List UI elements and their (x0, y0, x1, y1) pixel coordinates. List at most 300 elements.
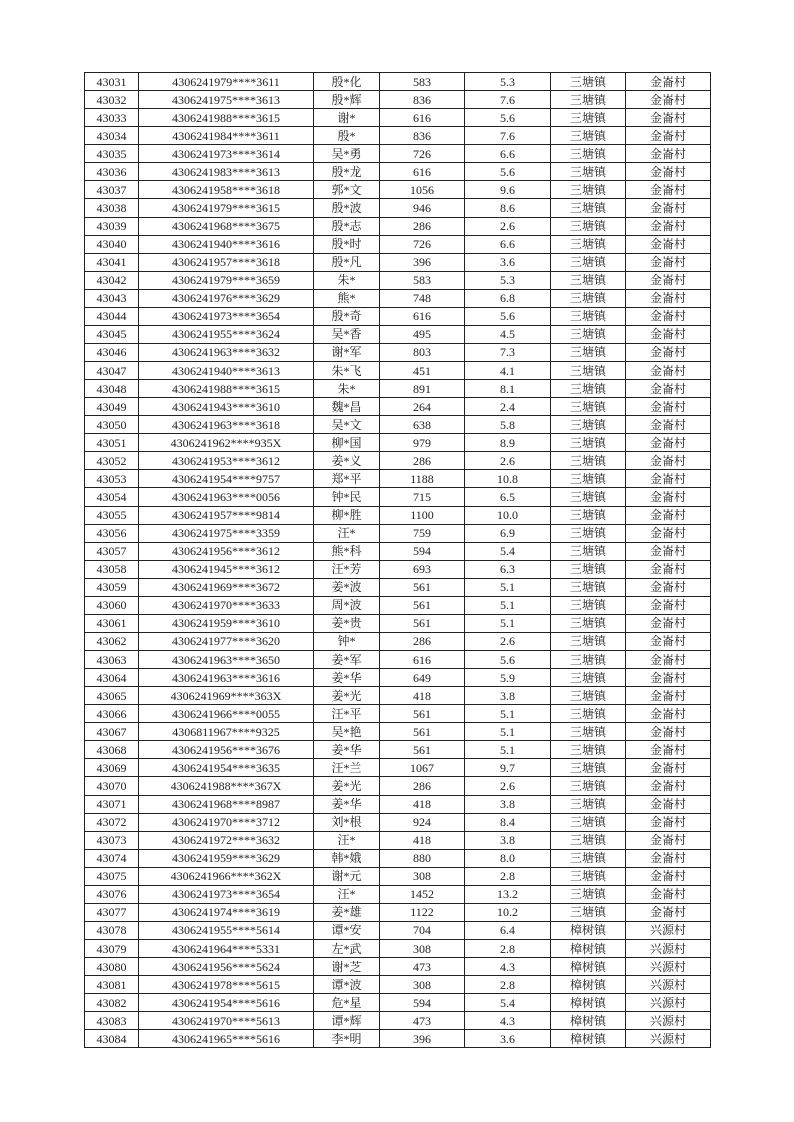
row-number-cell: 43045 (85, 325, 139, 343)
table-row (85, 488, 711, 506)
row-number-cell: 43047 (85, 362, 139, 380)
table-row (85, 253, 711, 271)
value-cell: 2.6 (465, 632, 551, 650)
value-cell: 9.6 (465, 181, 551, 199)
value-cell: 10.8 (465, 470, 551, 488)
town-cell: 三塘镇 (551, 687, 626, 705)
person-name-cell: 熊* (314, 289, 380, 307)
table-row (85, 325, 711, 343)
village-cell: 金崙村 (626, 849, 711, 867)
person-name-cell: 汪* (314, 885, 380, 903)
village-cell: 金崙村 (626, 560, 711, 578)
row-number-cell: 43084 (85, 1030, 139, 1048)
row-number-cell: 43069 (85, 759, 139, 777)
id-number-cell: 4306241984****3611 (139, 127, 314, 145)
row-number-cell: 43063 (85, 651, 139, 669)
row-number-cell: 43044 (85, 307, 139, 325)
id-number-cell: 4306241954****9757 (139, 470, 314, 488)
village-cell: 兴源村 (626, 940, 711, 958)
amount-cell: 616 (380, 651, 465, 669)
village-cell: 金崙村 (626, 596, 711, 614)
town-cell: 三塘镇 (551, 849, 626, 867)
person-name-cell: 左*武 (314, 940, 380, 958)
amount-cell: 286 (380, 777, 465, 795)
table-row (85, 1012, 711, 1030)
value-cell: 3.8 (465, 795, 551, 813)
value-cell: 4.5 (465, 325, 551, 343)
row-number-cell: 43064 (85, 669, 139, 687)
value-cell: 7.6 (465, 127, 551, 145)
town-cell: 三塘镇 (551, 380, 626, 398)
value-cell: 5.3 (465, 271, 551, 289)
row-number-cell: 43040 (85, 235, 139, 253)
person-name-cell: 魏*昌 (314, 398, 380, 416)
id-number-cell: 4306241955****3624 (139, 325, 314, 343)
row-number-cell: 43067 (85, 723, 139, 741)
town-cell: 三塘镇 (551, 452, 626, 470)
id-number-cell: 4306241970****3712 (139, 813, 314, 831)
person-name-cell: 谢*芝 (314, 958, 380, 976)
value-cell: 10.0 (465, 506, 551, 524)
amount-cell: 836 (380, 91, 465, 109)
town-cell: 三塘镇 (551, 217, 626, 235)
village-cell: 金崙村 (626, 416, 711, 434)
amount-cell: 583 (380, 73, 465, 91)
town-cell: 三塘镇 (551, 109, 626, 127)
table-row (85, 145, 711, 163)
row-number-cell: 43050 (85, 416, 139, 434)
table-row (85, 903, 711, 921)
id-number-cell: 4306241965****5616 (139, 1030, 314, 1048)
table-row (85, 163, 711, 181)
value-cell: 5.1 (465, 596, 551, 614)
id-number-cell: 4306241972****3632 (139, 831, 314, 849)
amount-cell: 594 (380, 542, 465, 560)
person-name-cell: 吴*艳 (314, 723, 380, 741)
table-row (85, 109, 711, 127)
table-row (85, 398, 711, 416)
table-row (85, 921, 711, 939)
amount-cell: 583 (380, 271, 465, 289)
village-cell: 金崙村 (626, 362, 711, 380)
person-name-cell: 姜*华 (314, 741, 380, 759)
amount-cell: 561 (380, 723, 465, 741)
table-row (85, 452, 711, 470)
town-cell: 三塘镇 (551, 416, 626, 434)
table-row (85, 813, 711, 831)
amount-cell: 693 (380, 560, 465, 578)
town-cell: 三塘镇 (551, 614, 626, 632)
amount-cell: 264 (380, 398, 465, 416)
person-name-cell: 姜*华 (314, 669, 380, 687)
value-cell: 7.3 (465, 343, 551, 361)
town-cell: 三塘镇 (551, 307, 626, 325)
town-cell: 樟树镇 (551, 976, 626, 994)
town-cell: 三塘镇 (551, 73, 626, 91)
amount-cell: 726 (380, 235, 465, 253)
amount-cell: 1067 (380, 759, 465, 777)
town-cell: 三塘镇 (551, 199, 626, 217)
value-cell: 10.2 (465, 903, 551, 921)
town-cell: 三塘镇 (551, 542, 626, 560)
town-cell: 三塘镇 (551, 325, 626, 343)
table-row (85, 73, 711, 91)
person-name-cell: 殷*化 (314, 73, 380, 91)
row-number-cell: 43052 (85, 452, 139, 470)
value-cell: 5.6 (465, 163, 551, 181)
amount-cell: 286 (380, 452, 465, 470)
amount-cell: 1100 (380, 506, 465, 524)
id-number-cell: 4306241964****5331 (139, 940, 314, 958)
value-cell: 6.6 (465, 145, 551, 163)
id-number-cell: 4306241988****3615 (139, 380, 314, 398)
table-row (85, 181, 711, 199)
row-number-cell: 43046 (85, 343, 139, 361)
person-name-cell: 李*明 (314, 1030, 380, 1048)
row-number-cell: 43065 (85, 687, 139, 705)
row-number-cell: 43049 (85, 398, 139, 416)
row-number-cell: 43039 (85, 217, 139, 235)
value-cell: 3.6 (465, 1030, 551, 1048)
town-cell: 三塘镇 (551, 271, 626, 289)
village-cell: 金崙村 (626, 867, 711, 885)
row-number-cell: 43034 (85, 127, 139, 145)
person-name-cell: 柳*胜 (314, 506, 380, 524)
id-number-cell: 4306241945****3612 (139, 560, 314, 578)
person-name-cell: 姜*义 (314, 452, 380, 470)
town-cell: 三塘镇 (551, 759, 626, 777)
id-number-cell: 4306241979****3615 (139, 199, 314, 217)
id-number-cell: 4306241962****935X (139, 434, 314, 452)
amount-cell: 946 (380, 199, 465, 217)
value-cell: 8.1 (465, 380, 551, 398)
table-row (85, 976, 711, 994)
id-number-cell: 4306241959****3629 (139, 849, 314, 867)
amount-cell: 616 (380, 109, 465, 127)
amount-cell: 638 (380, 416, 465, 434)
id-number-cell: 4306241955****5614 (139, 921, 314, 939)
town-cell: 三塘镇 (551, 235, 626, 253)
person-name-cell: 殷*凡 (314, 253, 380, 271)
value-cell: 3.8 (465, 687, 551, 705)
value-cell: 5.1 (465, 614, 551, 632)
row-number-cell: 43080 (85, 958, 139, 976)
person-name-cell: 殷*龙 (314, 163, 380, 181)
village-cell: 金崙村 (626, 325, 711, 343)
village-cell: 金崙村 (626, 885, 711, 903)
table-body (85, 73, 711, 1048)
person-name-cell: 姜*波 (314, 578, 380, 596)
value-cell: 2.8 (465, 940, 551, 958)
person-name-cell: 姜*华 (314, 795, 380, 813)
value-cell: 8.0 (465, 849, 551, 867)
row-number-cell: 43041 (85, 253, 139, 271)
village-cell: 金崙村 (626, 271, 711, 289)
person-name-cell: 朱*飞 (314, 362, 380, 380)
town-cell: 三塘镇 (551, 578, 626, 596)
row-number-cell: 43058 (85, 560, 139, 578)
amount-cell: 1056 (380, 181, 465, 199)
table-row (85, 217, 711, 235)
row-number-cell: 43062 (85, 632, 139, 650)
person-name-cell: 吴*文 (314, 416, 380, 434)
person-name-cell: 谭*安 (314, 921, 380, 939)
village-cell: 金崙村 (626, 524, 711, 542)
table-row (85, 741, 711, 759)
town-cell: 樟树镇 (551, 994, 626, 1012)
amount-cell: 561 (380, 596, 465, 614)
row-number-cell: 43035 (85, 145, 139, 163)
amount-cell: 748 (380, 289, 465, 307)
amount-cell: 286 (380, 632, 465, 650)
person-name-cell: 危*星 (314, 994, 380, 1012)
table-row (85, 723, 711, 741)
amount-cell: 308 (380, 940, 465, 958)
row-number-cell: 43057 (85, 542, 139, 560)
id-number-cell: 4306241963****3618 (139, 416, 314, 434)
town-cell: 三塘镇 (551, 867, 626, 885)
amount-cell: 759 (380, 524, 465, 542)
value-cell: 6.9 (465, 524, 551, 542)
row-number-cell: 43037 (85, 181, 139, 199)
village-cell: 金崙村 (626, 307, 711, 325)
id-number-cell: 4306241963****0056 (139, 488, 314, 506)
person-name-cell: 郑*平 (314, 470, 380, 488)
table-row (85, 777, 711, 795)
table-row (85, 127, 711, 145)
value-cell: 6.8 (465, 289, 551, 307)
amount-cell: 1452 (380, 885, 465, 903)
id-number-cell: 4306241956****3676 (139, 741, 314, 759)
town-cell: 三塘镇 (551, 181, 626, 199)
village-cell: 兴源村 (626, 1012, 711, 1030)
id-number-cell: 4306241956****5624 (139, 958, 314, 976)
id-number-cell: 4306241973****3654 (139, 885, 314, 903)
village-cell: 兴源村 (626, 1030, 711, 1048)
table-row (85, 542, 711, 560)
id-number-cell: 4306241974****3619 (139, 903, 314, 921)
village-cell: 金崙村 (626, 217, 711, 235)
value-cell: 4.1 (465, 362, 551, 380)
id-number-cell: 4306241963****3650 (139, 651, 314, 669)
person-name-cell: 殷*时 (314, 235, 380, 253)
amount-cell: 715 (380, 488, 465, 506)
village-cell: 兴源村 (626, 921, 711, 939)
table-row (85, 940, 711, 958)
row-number-cell: 43036 (85, 163, 139, 181)
town-cell: 三塘镇 (551, 163, 626, 181)
table-row (85, 651, 711, 669)
value-cell: 6.3 (465, 560, 551, 578)
town-cell: 三塘镇 (551, 795, 626, 813)
id-number-cell: 4306241954****3635 (139, 759, 314, 777)
id-number-cell: 4306241954****5616 (139, 994, 314, 1012)
table-row (85, 759, 711, 777)
person-name-cell: 姜*雄 (314, 903, 380, 921)
village-cell: 金崙村 (626, 759, 711, 777)
row-number-cell: 43032 (85, 91, 139, 109)
town-cell: 三塘镇 (551, 470, 626, 488)
town-cell: 樟树镇 (551, 1012, 626, 1030)
id-number-cell: 4306241943****3610 (139, 398, 314, 416)
person-name-cell: 谢*军 (314, 343, 380, 361)
amount-cell: 308 (380, 867, 465, 885)
village-cell: 金崙村 (626, 470, 711, 488)
person-name-cell: 殷* (314, 127, 380, 145)
village-cell: 金崙村 (626, 723, 711, 741)
village-cell: 兴源村 (626, 994, 711, 1012)
value-cell: 5.9 (465, 669, 551, 687)
amount-cell: 979 (380, 434, 465, 452)
row-number-cell: 43081 (85, 976, 139, 994)
amount-cell: 704 (380, 921, 465, 939)
person-name-cell: 殷*奇 (314, 307, 380, 325)
village-cell: 金崙村 (626, 669, 711, 687)
table-row (85, 795, 711, 813)
value-cell: 5.1 (465, 578, 551, 596)
town-cell: 樟树镇 (551, 958, 626, 976)
town-cell: 三塘镇 (551, 127, 626, 145)
row-number-cell: 43042 (85, 271, 139, 289)
town-cell: 三塘镇 (551, 488, 626, 506)
village-cell: 金崙村 (626, 91, 711, 109)
value-cell: 5.1 (465, 723, 551, 741)
value-cell: 2.6 (465, 452, 551, 470)
id-number-cell: 4306241953****3612 (139, 452, 314, 470)
table-row (85, 578, 711, 596)
person-name-cell: 谭*波 (314, 976, 380, 994)
row-number-cell: 43055 (85, 506, 139, 524)
row-number-cell: 43033 (85, 109, 139, 127)
town-cell: 三塘镇 (551, 723, 626, 741)
village-cell: 金崙村 (626, 181, 711, 199)
amount-cell: 561 (380, 741, 465, 759)
id-number-cell: 4306241978****5615 (139, 976, 314, 994)
village-cell: 金崙村 (626, 614, 711, 632)
value-cell: 2.8 (465, 867, 551, 885)
id-number-cell: 4306241958****3618 (139, 181, 314, 199)
row-number-cell: 43079 (85, 940, 139, 958)
village-cell: 金崙村 (626, 163, 711, 181)
row-number-cell: 43043 (85, 289, 139, 307)
id-number-cell: 4306241940****3613 (139, 362, 314, 380)
village-cell: 金崙村 (626, 741, 711, 759)
row-number-cell: 43048 (85, 380, 139, 398)
person-name-cell: 姜*贵 (314, 614, 380, 632)
value-cell: 3.8 (465, 831, 551, 849)
id-number-cell: 4306241975****3359 (139, 524, 314, 542)
value-cell: 4.3 (465, 958, 551, 976)
table-row (85, 958, 711, 976)
id-number-cell: 4306241975****3613 (139, 91, 314, 109)
value-cell: 7.6 (465, 91, 551, 109)
amount-cell: 880 (380, 849, 465, 867)
town-cell: 三塘镇 (551, 885, 626, 903)
value-cell: 2.4 (465, 398, 551, 416)
town-cell: 三塘镇 (551, 362, 626, 380)
id-number-cell: 4306241968****3675 (139, 217, 314, 235)
amount-cell: 616 (380, 307, 465, 325)
town-cell: 三塘镇 (551, 632, 626, 650)
value-cell: 2.6 (465, 217, 551, 235)
town-cell: 樟树镇 (551, 940, 626, 958)
row-number-cell: 43053 (85, 470, 139, 488)
value-cell: 5.1 (465, 741, 551, 759)
village-cell: 兴源村 (626, 976, 711, 994)
person-name-cell: 吴*香 (314, 325, 380, 343)
id-number-cell: 4306241973****3654 (139, 307, 314, 325)
row-number-cell: 43070 (85, 777, 139, 795)
person-name-cell: 殷*波 (314, 199, 380, 217)
person-name-cell: 姜*光 (314, 687, 380, 705)
row-number-cell: 43059 (85, 578, 139, 596)
table-row (85, 416, 711, 434)
table-row (85, 470, 711, 488)
village-cell: 金崙村 (626, 777, 711, 795)
row-number-cell: 43073 (85, 831, 139, 849)
id-number-cell: 4306241963****3616 (139, 669, 314, 687)
person-name-cell: 姜*光 (314, 777, 380, 795)
town-cell: 樟树镇 (551, 1030, 626, 1048)
amount-cell: 451 (380, 362, 465, 380)
person-name-cell: 姜*军 (314, 651, 380, 669)
person-name-cell: 柳*国 (314, 434, 380, 452)
id-number-cell: 4306241957****9814 (139, 506, 314, 524)
row-number-cell: 43068 (85, 741, 139, 759)
amount-cell: 594 (380, 994, 465, 1012)
person-name-cell: 韩*娥 (314, 849, 380, 867)
table-row (85, 1030, 711, 1048)
amount-cell: 649 (380, 669, 465, 687)
table-row (85, 271, 711, 289)
id-number-cell: 4306241968****8987 (139, 795, 314, 813)
village-cell: 金崙村 (626, 289, 711, 307)
value-cell: 13.2 (465, 885, 551, 903)
town-cell: 三塘镇 (551, 145, 626, 163)
village-cell: 金崙村 (626, 380, 711, 398)
town-cell: 三塘镇 (551, 741, 626, 759)
row-number-cell: 43075 (85, 867, 139, 885)
table-row (85, 524, 711, 542)
village-cell: 金崙村 (626, 903, 711, 921)
town-cell: 三塘镇 (551, 651, 626, 669)
village-cell: 金崙村 (626, 813, 711, 831)
table-row (85, 596, 711, 614)
amount-cell: 473 (380, 1012, 465, 1030)
person-name-cell: 汪*芳 (314, 560, 380, 578)
amount-cell: 726 (380, 145, 465, 163)
town-cell: 三塘镇 (551, 524, 626, 542)
id-number-cell: 4306241979****3659 (139, 271, 314, 289)
village-cell: 金崙村 (626, 434, 711, 452)
id-number-cell: 4306811967****9325 (139, 723, 314, 741)
person-name-cell: 汪*平 (314, 705, 380, 723)
amount-cell: 418 (380, 687, 465, 705)
town-cell: 三塘镇 (551, 398, 626, 416)
value-cell: 5.6 (465, 307, 551, 325)
town-cell: 三塘镇 (551, 560, 626, 578)
village-cell: 金崙村 (626, 253, 711, 271)
id-number-cell: 4306241957****3618 (139, 253, 314, 271)
town-cell: 三塘镇 (551, 813, 626, 831)
table-row (85, 362, 711, 380)
village-cell: 金崙村 (626, 578, 711, 596)
value-cell: 9.7 (465, 759, 551, 777)
amount-cell: 1122 (380, 903, 465, 921)
table-row (85, 669, 711, 687)
value-cell: 2.6 (465, 777, 551, 795)
amount-cell: 616 (380, 163, 465, 181)
